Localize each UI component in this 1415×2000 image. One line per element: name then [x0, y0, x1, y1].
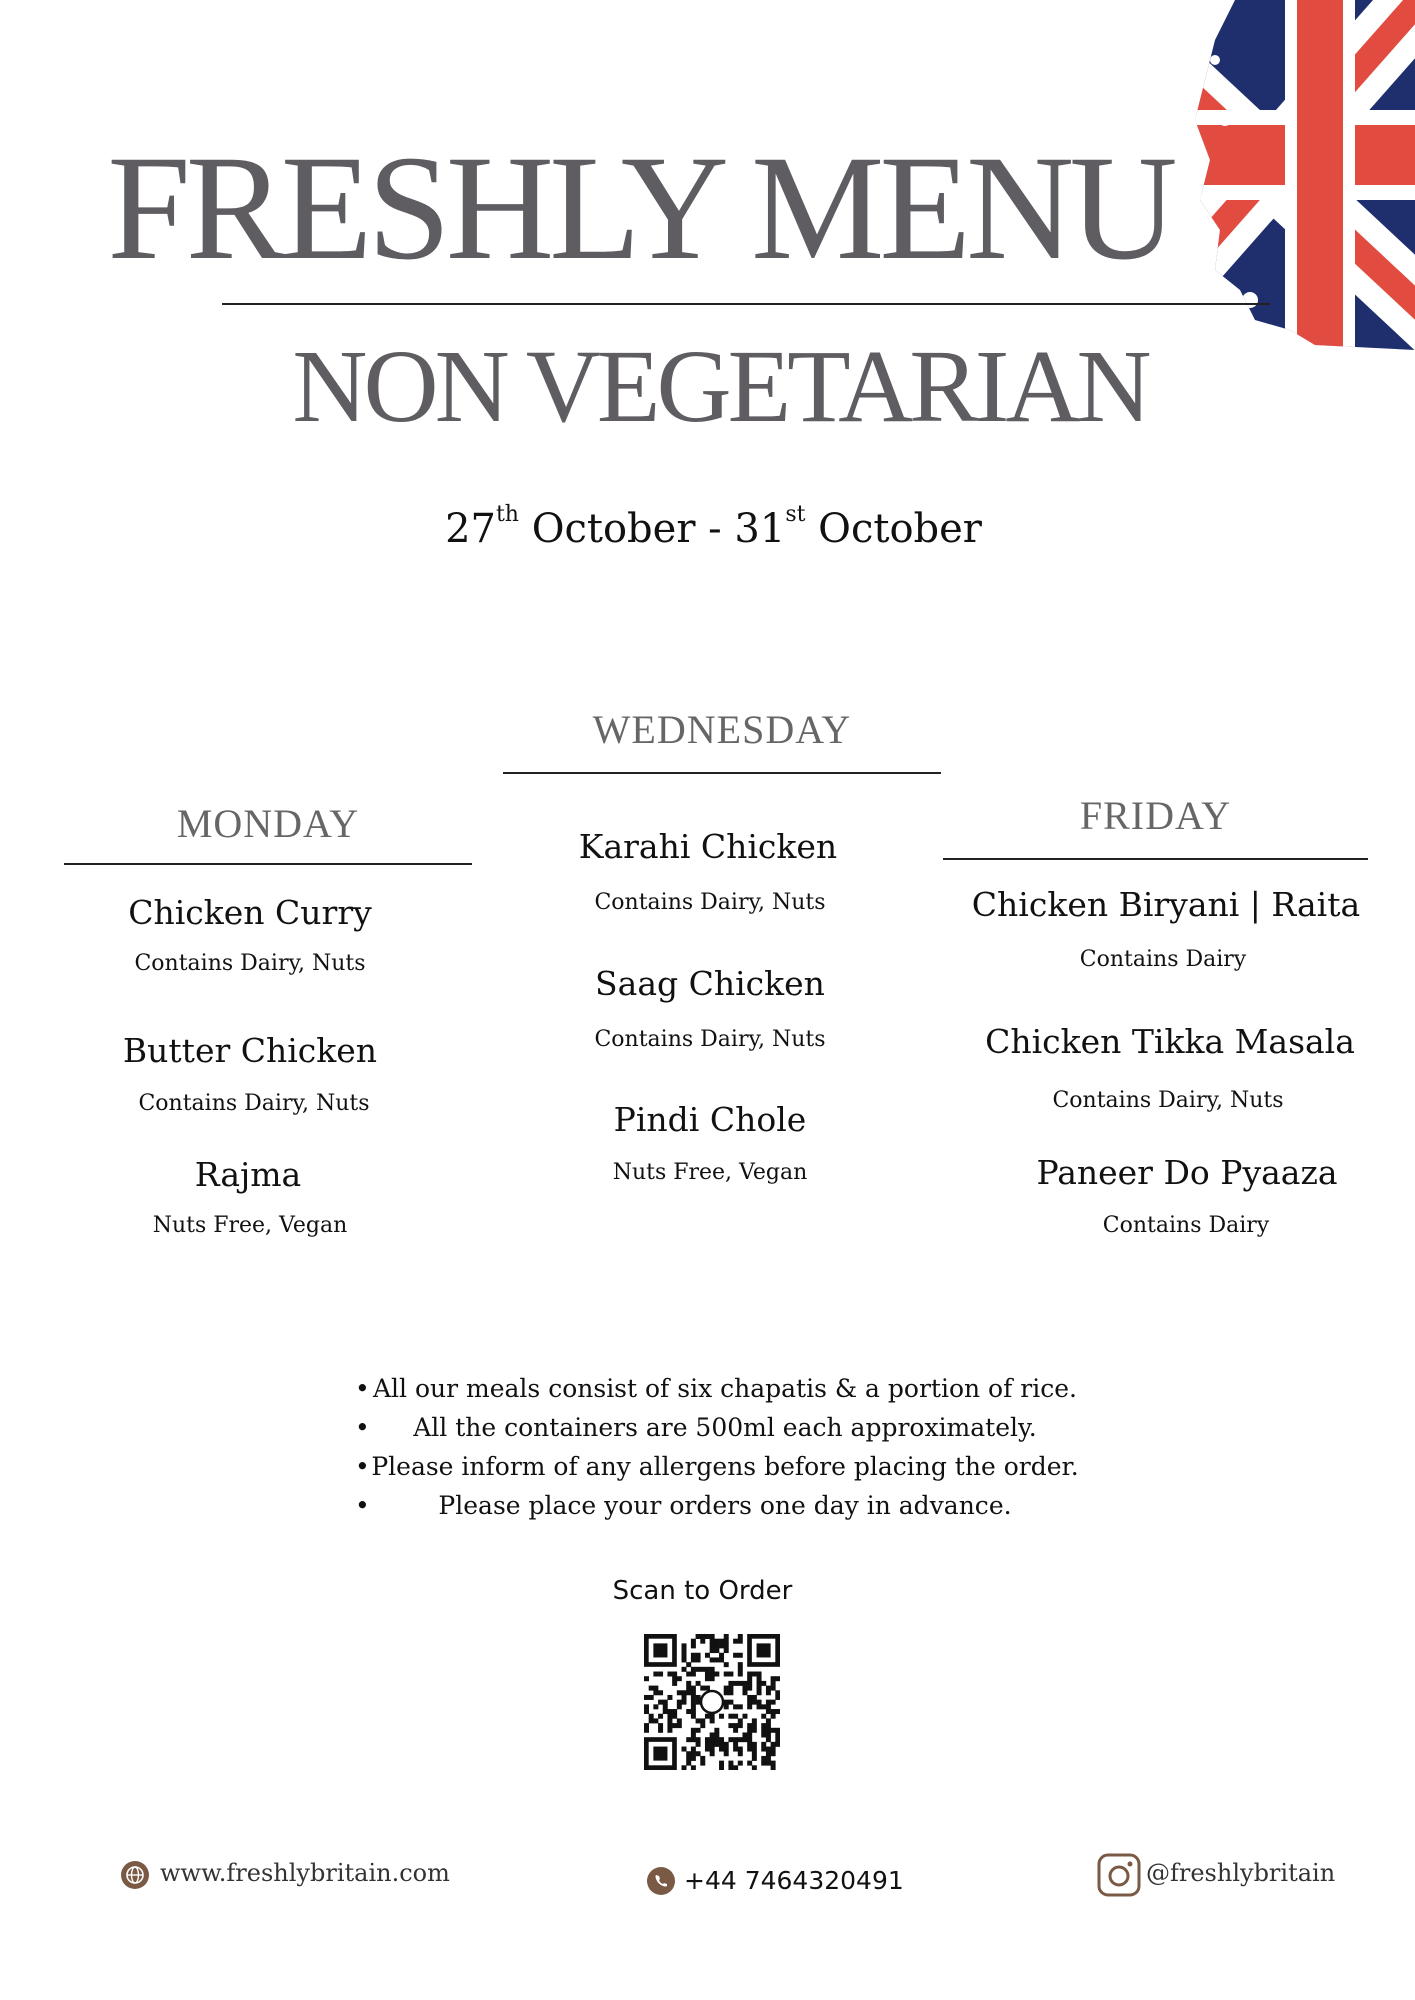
dish-note: Nuts Free, Vegan [612, 1160, 808, 1185]
info-list [345, 1374, 1105, 1530]
dish-name: Pindi Chole [613, 1100, 807, 1139]
date-separator: - [708, 506, 722, 552]
list-item [345, 1374, 1105, 1413]
date-start-suffix: th [495, 502, 519, 527]
scan-to-order-label: Scan to Order [612, 1576, 793, 1606]
dish-name: Rajma [194, 1155, 302, 1194]
dish-note: Nuts Free, Vegan [152, 1213, 348, 1238]
dish-note: Contains Dairy, Nuts [134, 951, 366, 976]
instagram-handle[interactable]: @freshlybritain [1146, 1859, 1336, 1887]
list-item [345, 1452, 1105, 1491]
bullet-icon: • [355, 1413, 370, 1442]
dish-note: Contains Dairy, Nuts [594, 1027, 826, 1052]
dish-name: Chicken Tikka Masala [985, 1022, 1355, 1061]
date-end-month: October [818, 506, 982, 552]
info-text: Please place your orders one day in advance. [438, 1491, 1012, 1520]
date-end-day: 31 [734, 506, 786, 552]
globe-icon [121, 1861, 149, 1889]
day-heading-monday: MONDAY [176, 801, 360, 846]
qr-code-icon[interactable] [644, 1634, 780, 1770]
phone-number[interactable]: +44 7464320491 [684, 1866, 904, 1895]
list-item [345, 1413, 1105, 1452]
dish-note: Contains Dairy [1079, 947, 1247, 972]
day-heading-friday: FRIDAY [1079, 793, 1232, 838]
info-text: Please inform of any allergens before placing the order. [371, 1452, 1079, 1481]
bullet-icon: • [355, 1491, 370, 1520]
dish-name: Saag Chicken [595, 964, 825, 1003]
website-link[interactable]: www.freshlybritain.com [160, 1859, 450, 1887]
dish-note: Contains Dairy [1102, 1213, 1270, 1238]
dish-note: Contains Dairy, Nuts [138, 1091, 370, 1116]
title-divider [222, 303, 1270, 305]
dish-note: Contains Dairy, Nuts [1052, 1088, 1284, 1113]
date-range [0, 502, 1415, 552]
day-heading-wednesday: WEDNESDAY [592, 707, 852, 752]
dish-name: Chicken Biryani | Raita [971, 885, 1361, 924]
bullet-icon: • [355, 1452, 370, 1481]
date-start-day: 27 [445, 506, 496, 552]
date-end-suffix: st [785, 502, 806, 527]
info-text: All our meals consist of six chapatis & a portion of rice. [372, 1374, 1078, 1403]
dish-note: Contains Dairy, Nuts [594, 890, 826, 915]
monday-divider [64, 863, 472, 865]
list-item [345, 1491, 1105, 1530]
instagram-icon [1097, 1853, 1141, 1897]
menu-title: FRESHLY MENU [107, 125, 1173, 291]
date-start-month: October [531, 506, 696, 552]
bullet-icon: • [355, 1374, 370, 1403]
friday-divider [943, 858, 1368, 860]
dish-name: Butter Chicken [122, 1031, 378, 1070]
dish-name: Karahi Chicken [578, 827, 838, 866]
dish-name: Chicken Curry [128, 893, 372, 932]
phone-icon [647, 1867, 675, 1895]
info-text: All the containers are 500ml each approximately. [413, 1413, 1037, 1442]
dish-name: Paneer Do Pyaaza [1036, 1153, 1338, 1192]
wednesday-divider [503, 772, 941, 774]
menu-subtitle: NON VEGETARIAN [292, 329, 1148, 444]
